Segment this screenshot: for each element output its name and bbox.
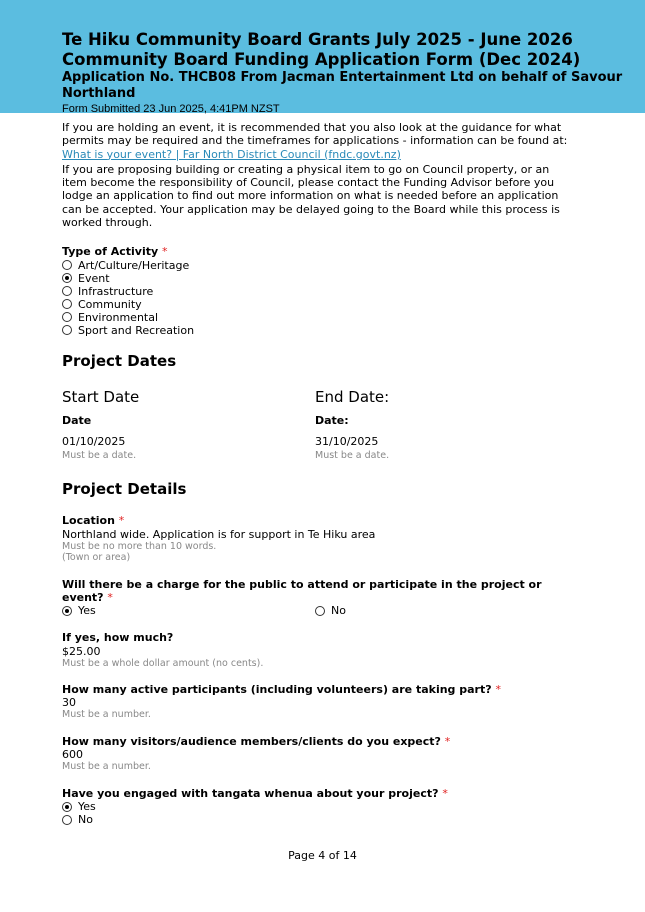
location-field — [62, 514, 582, 563]
charge-options — [62, 604, 582, 617]
project-details-heading: Project Details — [62, 480, 187, 499]
header-banner — [0, 0, 645, 113]
charge-option-yes[interactable]: Yes — [62, 604, 315, 617]
participants-label: How many active participants (including volunteers) are taking part? * — [62, 683, 501, 697]
radio-empty-icon — [62, 286, 72, 296]
end-date-label: Date: — [315, 413, 349, 427]
activity-option[interactable] — [62, 285, 582, 298]
activity-option[interactable] — [62, 259, 582, 272]
page-number: Page 4 of 14 — [288, 849, 357, 862]
start-date-value: 01/10/2025 — [62, 434, 126, 448]
radio-selected-icon — [62, 606, 72, 616]
tangata-option-yes[interactable]: Yes — [62, 800, 582, 813]
start-date-column — [62, 388, 315, 462]
start-date-label: Date — [62, 413, 92, 427]
tangata-field — [62, 787, 582, 826]
activity-option-label: Event — [78, 271, 110, 285]
radio-empty-icon — [315, 606, 325, 616]
activity-option-label: Community — [78, 297, 142, 311]
participants-value: 30 — [62, 696, 76, 710]
charge-option-no[interactable]: No — [315, 604, 568, 617]
activity-field — [62, 245, 582, 336]
application-line: Application No. THCB08 From Jacman Entertainment Ltd on behalf of Savour Northland — [62, 70, 623, 101]
howmuch-hint: Must be a whole dollar amount (no cents). — [62, 657, 264, 669]
project-dates-heading: Project Dates — [62, 351, 177, 370]
howmuch-value: $25.00 — [62, 644, 101, 658]
location-label: Location * — [62, 514, 125, 528]
activity-options — [62, 259, 582, 337]
activity-option[interactable] — [62, 311, 582, 324]
visitors-value: 600 — [62, 748, 83, 762]
radio-empty-icon — [62, 325, 72, 335]
radio-empty-icon — [62, 260, 72, 270]
activity-option-label: Infrastructure — [78, 284, 154, 298]
radio-empty-icon — [62, 299, 72, 309]
tangata-label: Have you engaged with tangata whenua about your project? * — [62, 786, 448, 800]
activity-option-label: Sport and Recreation — [78, 323, 195, 337]
howmuch-field — [62, 631, 582, 669]
activity-option[interactable] — [62, 272, 582, 285]
radio-selected-icon — [62, 273, 72, 283]
charge-field — [62, 578, 582, 618]
participants-hint: Must be a number. — [62, 709, 151, 721]
start-date-heading: Start Date — [62, 387, 140, 406]
form-title: Te Hiku Community Board Grants July 2025 - June 2026 — [62, 30, 573, 49]
submitted-timestamp: Form Submitted 23 Jun 2025, 4:41PM NZST — [62, 103, 280, 115]
location-value: Northland wide. Application is for support in Te Hiku area — [62, 527, 376, 541]
radio-selected-icon — [62, 802, 72, 812]
activity-option-label: Environmental — [78, 310, 159, 324]
activity-label: Type of Activity * — [62, 245, 168, 259]
intro-paragraph-1 — [62, 121, 582, 161]
intro-paragraph-2: If you are proposing building or creating a physical item to go on Council property, or an item become the responsibility of Council, please contact the Funding Advisor before you lodge an application to find out more information on what is needed before an application can be accepted. Your application may be delayed going to the Board while this process is worked through. — [62, 162, 560, 230]
end-date-column — [315, 388, 568, 462]
form-subtitle: Community Board Funding Application Form (Dec 2024) — [62, 50, 581, 69]
event-guidance-link[interactable]: What is your event? | Far North District Council (fndc.govt.nz) — [62, 147, 401, 161]
charge-label: Will there be a charge for the public to attend or participate in the project or event? * — [62, 577, 542, 605]
visitors-label: How many visitors/audience members/clients do you expect? * — [62, 734, 451, 748]
form-content — [62, 121, 582, 826]
radio-empty-icon — [62, 815, 72, 825]
howmuch-label: If yes, how much? — [62, 631, 174, 645]
activity-option[interactable] — [62, 324, 582, 337]
start-date-hint: Must be a date. — [62, 449, 137, 461]
end-date-hint: Must be a date. — [315, 449, 390, 461]
location-hint-town: (Town or area) — [62, 552, 131, 564]
end-date-heading: End Date: — [315, 387, 390, 406]
radio-empty-icon — [62, 312, 72, 322]
end-date-value: 31/10/2025 — [315, 434, 379, 448]
visitors-hint: Must be a number. — [62, 761, 151, 773]
visitors-field — [62, 735, 582, 773]
date-columns — [62, 388, 582, 462]
participants-field — [62, 683, 582, 721]
tangata-option-no[interactable]: No — [62, 813, 582, 826]
activity-option[interactable] — [62, 298, 582, 311]
activity-option-label: Art/Culture/Heritage — [78, 258, 190, 272]
intro-text-1: If you are holding an event, it is recommended that you also look at the guidance for what permits may be required and the timeframes for applications - information can be found at: — [62, 121, 568, 148]
location-hint: Must be no more than 10 words. — [62, 540, 217, 552]
